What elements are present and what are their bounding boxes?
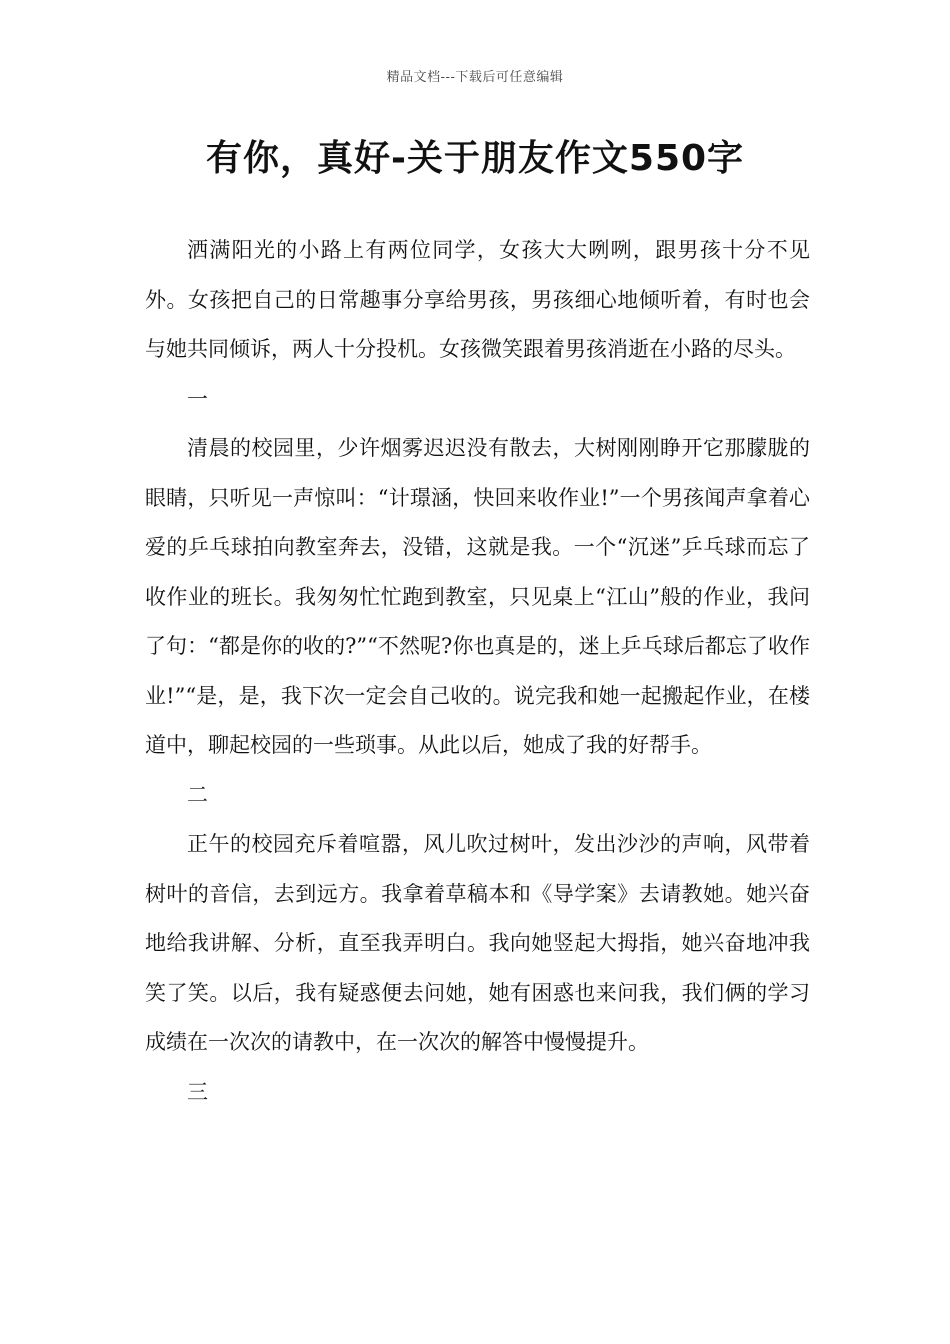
page-header: 精品文档---下载后可任意编辑 (386, 70, 564, 85)
paragraph-section-1: 清晨的校园里，少许烟雾迟迟没有散去，大树刚刚睁开它那朦胧的眼睛，只听见一声惊叫：“计璟涵，快回来收作业!”一个男孩闻声拿着心爱的乒乓球拍向教室奔去，没错，这就是我。一个“沉迷”乒乓球而忘了收作业的班长。我匆匆忙忙跑到教室，只见桌上“江山”般的作业，我问了句：“都是你的收的?”“不然呢?你也真是的，迷上乒乓球后都忘了收作业!”“是，是，我下次一定会自己收的。说完我和她一起搬起作业，在楼道中，聊起校园的一些琐事。从此以后，她成了我的好帮手。 (145, 436, 810, 757)
section-marker-2: 二 (187, 782, 208, 807)
section-marker-1: 一 (187, 386, 208, 411)
article-body (145, 226, 810, 1117)
paragraph-section-2: 正午的校园充斥着喧嚣，风儿吹过树叶，发出沙沙的声响，风带着树叶的音信，去到远方。我拿着草稿本和《导学案》去请教她。她兴奋地给我讲解、分析，直至我弄明白。我向她竖起大拇指，她兴奋地冲我笑了笑。以后，我有疑惑便去问她，她有困惑也来问我，我们俩的学习成绩在一次次的请教中，在一次次的解答中慢慢提升。 (145, 832, 810, 1054)
paragraph-intro: 洒满阳光的小路上有两位同学，女孩大大咧咧，跟男孩十分不见外。女孩把自己的日常趣事分享给男孩，男孩细心地倾听着，有时也会与她共同倾诉，两人十分投机。女孩微笑跟着男孩消逝在小路的尽头。 (145, 238, 810, 361)
section-marker-3: 三 (187, 1079, 208, 1104)
article-title: 有你，真好-关于朋友作文550字 (205, 138, 745, 179)
